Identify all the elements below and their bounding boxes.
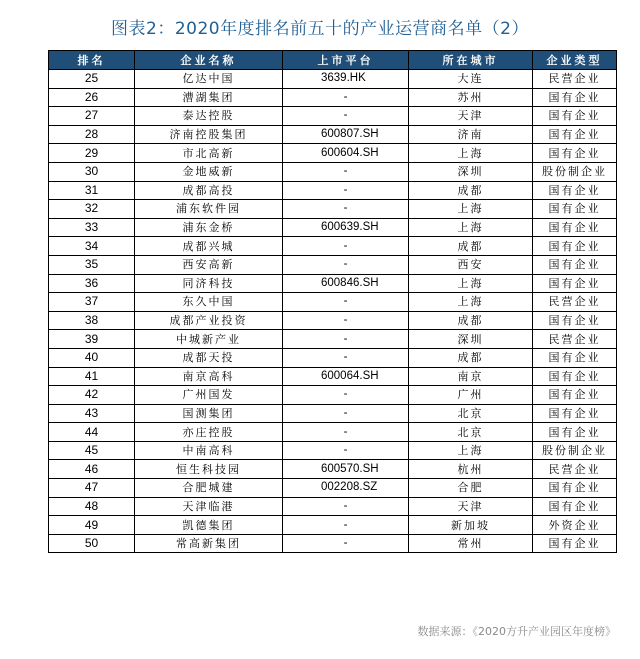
rank-cell: 28 xyxy=(49,125,135,144)
listing-platform-cell: 600064.SH xyxy=(283,367,409,386)
company-name-cell: 西安高新 xyxy=(135,255,283,274)
listing-platform-cell: 002208.SZ xyxy=(283,479,409,498)
header-listing-platform: 上市平台 xyxy=(283,51,409,70)
rank-cell: 25 xyxy=(49,70,135,89)
city-cell: 广州 xyxy=(409,386,533,405)
company-name-cell: 天津临港 xyxy=(135,497,283,516)
company-name-cell: 漕湖集团 xyxy=(135,88,283,107)
table-row xyxy=(49,423,617,442)
table-row xyxy=(49,70,617,89)
city-cell: 上海 xyxy=(409,441,533,460)
company-type-cell: 国有企业 xyxy=(533,107,617,126)
company-name-cell: 同济科技 xyxy=(135,274,283,293)
listing-platform-cell: 600846.SH xyxy=(283,274,409,293)
rank-cell: 44 xyxy=(49,423,135,442)
rank-cell: 49 xyxy=(49,516,135,535)
rank-cell: 36 xyxy=(49,274,135,293)
rank-cell: 27 xyxy=(49,107,135,126)
company-name-cell: 浦东软件园 xyxy=(135,200,283,219)
company-name-cell: 国测集团 xyxy=(135,404,283,423)
listing-platform-cell: - xyxy=(283,88,409,107)
listing-platform-cell: - xyxy=(283,423,409,442)
table-row xyxy=(49,516,617,535)
company-name-cell: 合肥城建 xyxy=(135,479,283,498)
company-name-cell: 成都产业投资 xyxy=(135,311,283,330)
table-row xyxy=(49,181,617,200)
rank-cell: 33 xyxy=(49,218,135,237)
company-type-cell: 外资企业 xyxy=(533,516,617,535)
table-row xyxy=(49,441,617,460)
rank-cell: 38 xyxy=(49,311,135,330)
rank-cell: 42 xyxy=(49,386,135,405)
company-name-cell: 中南高科 xyxy=(135,441,283,460)
listing-platform-cell: 600604.SH xyxy=(283,144,409,163)
company-type-cell: 国有企业 xyxy=(533,237,617,256)
listing-platform-cell: - xyxy=(283,534,409,553)
table-header-row xyxy=(49,51,617,70)
company-type-cell: 国有企业 xyxy=(533,479,617,498)
rank-cell: 37 xyxy=(49,293,135,312)
table-row xyxy=(49,274,617,293)
company-type-cell: 国有企业 xyxy=(533,497,617,516)
company-type-cell: 国有企业 xyxy=(533,88,617,107)
header-company-name: 企业名称 xyxy=(135,51,283,70)
listing-platform-cell: - xyxy=(283,516,409,535)
listing-platform-cell: - xyxy=(283,348,409,367)
listing-platform-cell: - xyxy=(283,255,409,274)
company-name-cell: 中城新产业 xyxy=(135,330,283,349)
rank-cell: 35 xyxy=(49,255,135,274)
company-name-cell: 成都兴城 xyxy=(135,237,283,256)
company-name-cell: 浦东金桥 xyxy=(135,218,283,237)
rank-cell: 48 xyxy=(49,497,135,516)
listing-platform-cell: - xyxy=(283,107,409,126)
company-type-cell: 国有企业 xyxy=(533,348,617,367)
city-cell: 上海 xyxy=(409,200,533,219)
rank-cell: 50 xyxy=(49,534,135,553)
company-type-cell: 国有企业 xyxy=(533,125,617,144)
rank-cell: 45 xyxy=(49,441,135,460)
city-cell: 深圳 xyxy=(409,330,533,349)
listing-platform-cell: - xyxy=(283,311,409,330)
company-type-cell: 国有企业 xyxy=(533,200,617,219)
table-row xyxy=(49,311,617,330)
listing-platform-cell: 3639.HK xyxy=(283,70,409,89)
city-cell: 上海 xyxy=(409,218,533,237)
city-cell: 成都 xyxy=(409,181,533,200)
listing-platform-cell: - xyxy=(283,386,409,405)
data-source-note: 数据来源：《2020方升产业园区年度榜》 xyxy=(417,625,616,638)
city-cell: 上海 xyxy=(409,293,533,312)
city-cell: 合肥 xyxy=(409,479,533,498)
city-cell: 新加坡 xyxy=(409,516,533,535)
rank-cell: 46 xyxy=(49,460,135,479)
table-row xyxy=(49,293,617,312)
city-cell: 西安 xyxy=(409,255,533,274)
listing-platform-cell: - xyxy=(283,162,409,181)
company-name-cell: 成都天投 xyxy=(135,348,283,367)
listing-platform-cell: - xyxy=(283,293,409,312)
table-row xyxy=(49,330,617,349)
table-row xyxy=(49,144,617,163)
table-row xyxy=(49,237,617,256)
city-cell: 上海 xyxy=(409,274,533,293)
table-row xyxy=(49,386,617,405)
city-cell: 苏州 xyxy=(409,88,533,107)
company-name-cell: 金地威新 xyxy=(135,162,283,181)
company-type-cell: 国有企业 xyxy=(533,367,617,386)
listing-platform-cell: - xyxy=(283,441,409,460)
listing-platform-cell: - xyxy=(283,237,409,256)
listing-platform-cell: - xyxy=(283,200,409,219)
company-type-cell: 民营企业 xyxy=(533,70,617,89)
company-name-cell: 广州国发 xyxy=(135,386,283,405)
city-cell: 杭州 xyxy=(409,460,533,479)
company-name-cell: 亿达中国 xyxy=(135,70,283,89)
table-row xyxy=(49,460,617,479)
table-row xyxy=(49,107,617,126)
company-type-cell: 民营企业 xyxy=(533,293,617,312)
city-cell: 成都 xyxy=(409,348,533,367)
city-cell: 大连 xyxy=(409,70,533,89)
company-name-cell: 亦庄控股 xyxy=(135,423,283,442)
company-name-cell: 泰达控股 xyxy=(135,107,283,126)
listing-platform-cell: 600570.SH xyxy=(283,460,409,479)
company-type-cell: 国有企业 xyxy=(533,144,617,163)
company-type-cell: 民营企业 xyxy=(533,460,617,479)
listing-platform-cell: 600807.SH xyxy=(283,125,409,144)
city-cell: 成都 xyxy=(409,237,533,256)
company-type-cell: 国有企业 xyxy=(533,255,617,274)
rank-cell: 39 xyxy=(49,330,135,349)
company-type-cell: 国有企业 xyxy=(533,386,617,405)
rank-cell: 29 xyxy=(49,144,135,163)
rank-cell: 31 xyxy=(49,181,135,200)
city-cell: 天津 xyxy=(409,497,533,516)
table-row xyxy=(49,200,617,219)
table-row xyxy=(49,367,617,386)
rank-cell: 40 xyxy=(49,348,135,367)
company-name-cell: 东久中国 xyxy=(135,293,283,312)
listing-platform-cell: - xyxy=(283,497,409,516)
table-row xyxy=(49,125,617,144)
table-row xyxy=(49,88,617,107)
city-cell: 上海 xyxy=(409,144,533,163)
rank-cell: 32 xyxy=(49,200,135,219)
company-type-cell: 国有企业 xyxy=(533,534,617,553)
rank-cell: 47 xyxy=(49,479,135,498)
table-row xyxy=(49,404,617,423)
company-type-cell: 国有企业 xyxy=(533,423,617,442)
company-type-cell: 股份制企业 xyxy=(533,441,617,460)
company-name-cell: 凯德集团 xyxy=(135,516,283,535)
header-city: 所在城市 xyxy=(409,51,533,70)
rank-cell: 41 xyxy=(49,367,135,386)
table-row xyxy=(49,497,617,516)
company-type-cell: 国有企业 xyxy=(533,274,617,293)
listing-platform-cell: - xyxy=(283,181,409,200)
listing-platform-cell: - xyxy=(283,404,409,423)
company-type-cell: 国有企业 xyxy=(533,218,617,237)
rank-cell: 30 xyxy=(49,162,135,181)
company-type-cell: 国有企业 xyxy=(533,404,617,423)
company-type-cell: 民营企业 xyxy=(533,330,617,349)
company-name-cell: 南京高科 xyxy=(135,367,283,386)
table-row xyxy=(49,348,617,367)
rank-cell: 34 xyxy=(49,237,135,256)
rank-cell: 43 xyxy=(49,404,135,423)
company-name-cell: 常高新集团 xyxy=(135,534,283,553)
table-body xyxy=(49,70,617,553)
company-name-cell: 恒生科技园 xyxy=(135,460,283,479)
header-company-type: 企业类型 xyxy=(533,51,617,70)
listing-platform-cell: - xyxy=(283,330,409,349)
city-cell: 常州 xyxy=(409,534,533,553)
company-name-cell: 市北高新 xyxy=(135,144,283,163)
city-cell: 成都 xyxy=(409,311,533,330)
page-title: 图表2：2020年度排名前五十的产业运营商名单（2） xyxy=(111,19,529,39)
rank-cell: 26 xyxy=(49,88,135,107)
table-row xyxy=(49,479,617,498)
table-row xyxy=(49,255,617,274)
header-rank: 排名 xyxy=(49,51,135,70)
company-name-cell: 济南控股集团 xyxy=(135,125,283,144)
city-cell: 天津 xyxy=(409,107,533,126)
company-type-cell: 国有企业 xyxy=(533,181,617,200)
city-cell: 深圳 xyxy=(409,162,533,181)
table-row xyxy=(49,534,617,553)
listing-platform-cell: 600639.SH xyxy=(283,218,409,237)
table-row xyxy=(49,218,617,237)
city-cell: 南京 xyxy=(409,367,533,386)
operator-ranking-table xyxy=(48,50,617,553)
company-type-cell: 股份制企业 xyxy=(533,162,617,181)
table-row xyxy=(49,162,617,181)
city-cell: 北京 xyxy=(409,423,533,442)
company-name-cell: 成都高投 xyxy=(135,181,283,200)
city-cell: 北京 xyxy=(409,404,533,423)
company-type-cell: 国有企业 xyxy=(533,311,617,330)
city-cell: 济南 xyxy=(409,125,533,144)
